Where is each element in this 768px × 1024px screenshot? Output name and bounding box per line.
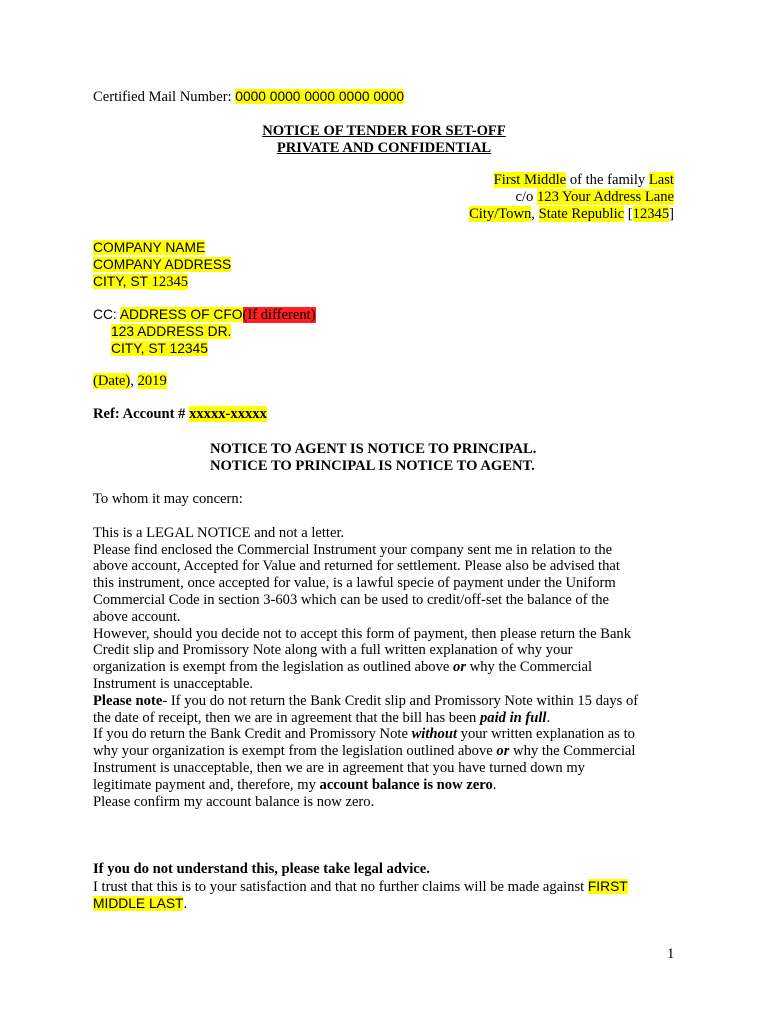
- body-line: Please find enclosed the Commercial Instrument your company sent me in relation to the: [93, 542, 613, 558]
- body-line: Please confirm my account balance is now zero.: [93, 794, 375, 810]
- body-line: [93, 693, 638, 710]
- notice-heading: NOTICE OF TENDER FOR SET-OFF: [262, 123, 506, 139]
- company-city-line: [93, 273, 188, 291]
- body-line: This is a LEGAL NOTICE and not a letter.: [93, 525, 345, 541]
- cc-name: ADDRESS OF CFO: [119, 307, 243, 322]
- company-zip: 12345: [147, 274, 189, 290]
- cc-city: CITY, ST 12345: [111, 341, 208, 356]
- body-line: [93, 710, 550, 727]
- closing-period: .: [183, 896, 188, 912]
- body-emphasis-or: or: [496, 743, 510, 759]
- body-line: Commercial Code in section 3-603 which can be used to credit/off-set the balance of the: [93, 592, 610, 608]
- company-address-line: [93, 256, 231, 273]
- cc-address-line: [111, 323, 231, 341]
- cc-line: [93, 306, 316, 324]
- closing-line2: [93, 895, 187, 913]
- company-name: COMPANY NAME: [93, 240, 206, 255]
- sender-city: City/Town: [469, 206, 532, 222]
- company-city: CITY, ST: [93, 274, 148, 289]
- without-emphasis: without: [411, 726, 458, 742]
- sender-address-line: [516, 189, 675, 206]
- body-text-segment: your written explanation as to: [457, 726, 635, 742]
- sender-city-line: [469, 206, 674, 223]
- confidential-heading: PRIVATE AND CONFIDENTIAL: [276, 140, 492, 156]
- date-line: [93, 373, 167, 390]
- closing-text: I trust that this is to your satisfaction and that no further claims will be made against: [93, 879, 588, 895]
- body-line: [93, 726, 635, 743]
- cc-address: 123 ADDRESS DR.: [111, 324, 232, 339]
- ref-label: Ref: Account #: [93, 406, 190, 422]
- ref-line: [93, 406, 267, 423]
- sender-first-middle: First Middle: [493, 172, 567, 188]
- sender-zip-close: ]: [669, 206, 674, 222]
- body-text-segment: organization is exempt from the legislation as outlined above: [93, 659, 454, 675]
- agent-notice-line2: NOTICE TO PRINCIPAL IS NOTICE TO AGENT.: [210, 458, 535, 474]
- cc-city-line: [111, 340, 208, 358]
- body-text-segment: - If you do not return the Bank Credit slip and Promissory Note within 15 days of: [162, 693, 639, 709]
- agent-notice-line1: NOTICE TO AGENT IS NOTICE TO PRINCIPAL.: [210, 441, 537, 457]
- salutation: To whom it may concern:: [93, 491, 243, 507]
- please-note-label: Please note: [93, 693, 163, 709]
- company-address: COMPANY ADDRESS: [93, 257, 232, 272]
- sender-last: Last: [648, 172, 674, 188]
- body-line: above account, Accepted for Value and returned for settlement. Please also be advised that: [93, 558, 620, 574]
- certified-mail-number: 0000 0000 0000 0000 0000: [235, 89, 405, 104]
- legal-advice-line: If you do not understand this, please take legal advice.: [93, 861, 430, 877]
- date-comma: ,: [130, 373, 138, 389]
- body-line: [93, 659, 592, 676]
- sender-zip: 12345: [632, 206, 670, 222]
- body-text-segment: the date of receipt, then we are in agreement that the bill has been: [93, 710, 480, 726]
- date-year: 2019: [137, 373, 167, 389]
- cc-label: CC:: [93, 307, 120, 322]
- body-line: this instrument, once accepted for value, is a lawful specie of payment under the Uniform: [93, 575, 616, 591]
- sender-comma: ,: [531, 206, 539, 222]
- account-balance-emphasis: account balance is now zero: [319, 777, 493, 793]
- body-line: [93, 743, 635, 760]
- sender-zip-open: [: [624, 206, 633, 222]
- cc-note: (If different): [242, 307, 316, 323]
- body-emphasis-or: or: [453, 659, 467, 675]
- body-line: above account.: [93, 609, 181, 625]
- body-text-segment: .: [546, 710, 551, 726]
- ref-account-number: xxxxx-xxxxx: [189, 406, 267, 422]
- sender-state: State Republic: [538, 206, 625, 222]
- body-text-segment: .: [492, 777, 497, 793]
- closing-name-first: FIRST: [587, 879, 628, 894]
- certified-mail-line: [93, 88, 404, 106]
- body-line: Instrument is unacceptable.: [93, 676, 254, 692]
- certified-mail-label: Certified Mail Number:: [93, 89, 236, 105]
- sender-address: 123 Your Address Lane: [536, 189, 674, 205]
- body-line: However, should you decide not to accept this form of payment, then please return the Bank: [93, 626, 632, 642]
- company-name-line: [93, 239, 205, 256]
- body-text-segment: why the Commercial: [509, 743, 636, 759]
- body-line: Instrument is unacceptable, then we are in agreement that you have turned down my: [93, 760, 585, 776]
- sender-of-family: of the family: [566, 172, 649, 188]
- body-text-segment: legitimate payment and, therefore, my: [93, 777, 320, 793]
- page-number: 1: [667, 946, 675, 962]
- closing-line1: [93, 878, 628, 896]
- paid-in-full-emphasis: paid in full: [479, 710, 547, 726]
- closing-name-rest: MIDDLE LAST: [93, 896, 184, 911]
- body-line: [93, 777, 496, 794]
- date-value: (Date): [93, 373, 131, 389]
- body-line: Credit slip and Promissory Note along with a full written explanation of why your: [93, 642, 573, 658]
- sender-co: c/o: [515, 189, 537, 205]
- body-text-segment: If you do return the Bank Credit and Promissory Note: [93, 726, 412, 742]
- sender-name-line: [494, 172, 674, 189]
- body-text-segment: why the Commercial: [466, 659, 593, 675]
- body-text-segment: why your organization is exempt from the legislation outlined above: [93, 743, 497, 759]
